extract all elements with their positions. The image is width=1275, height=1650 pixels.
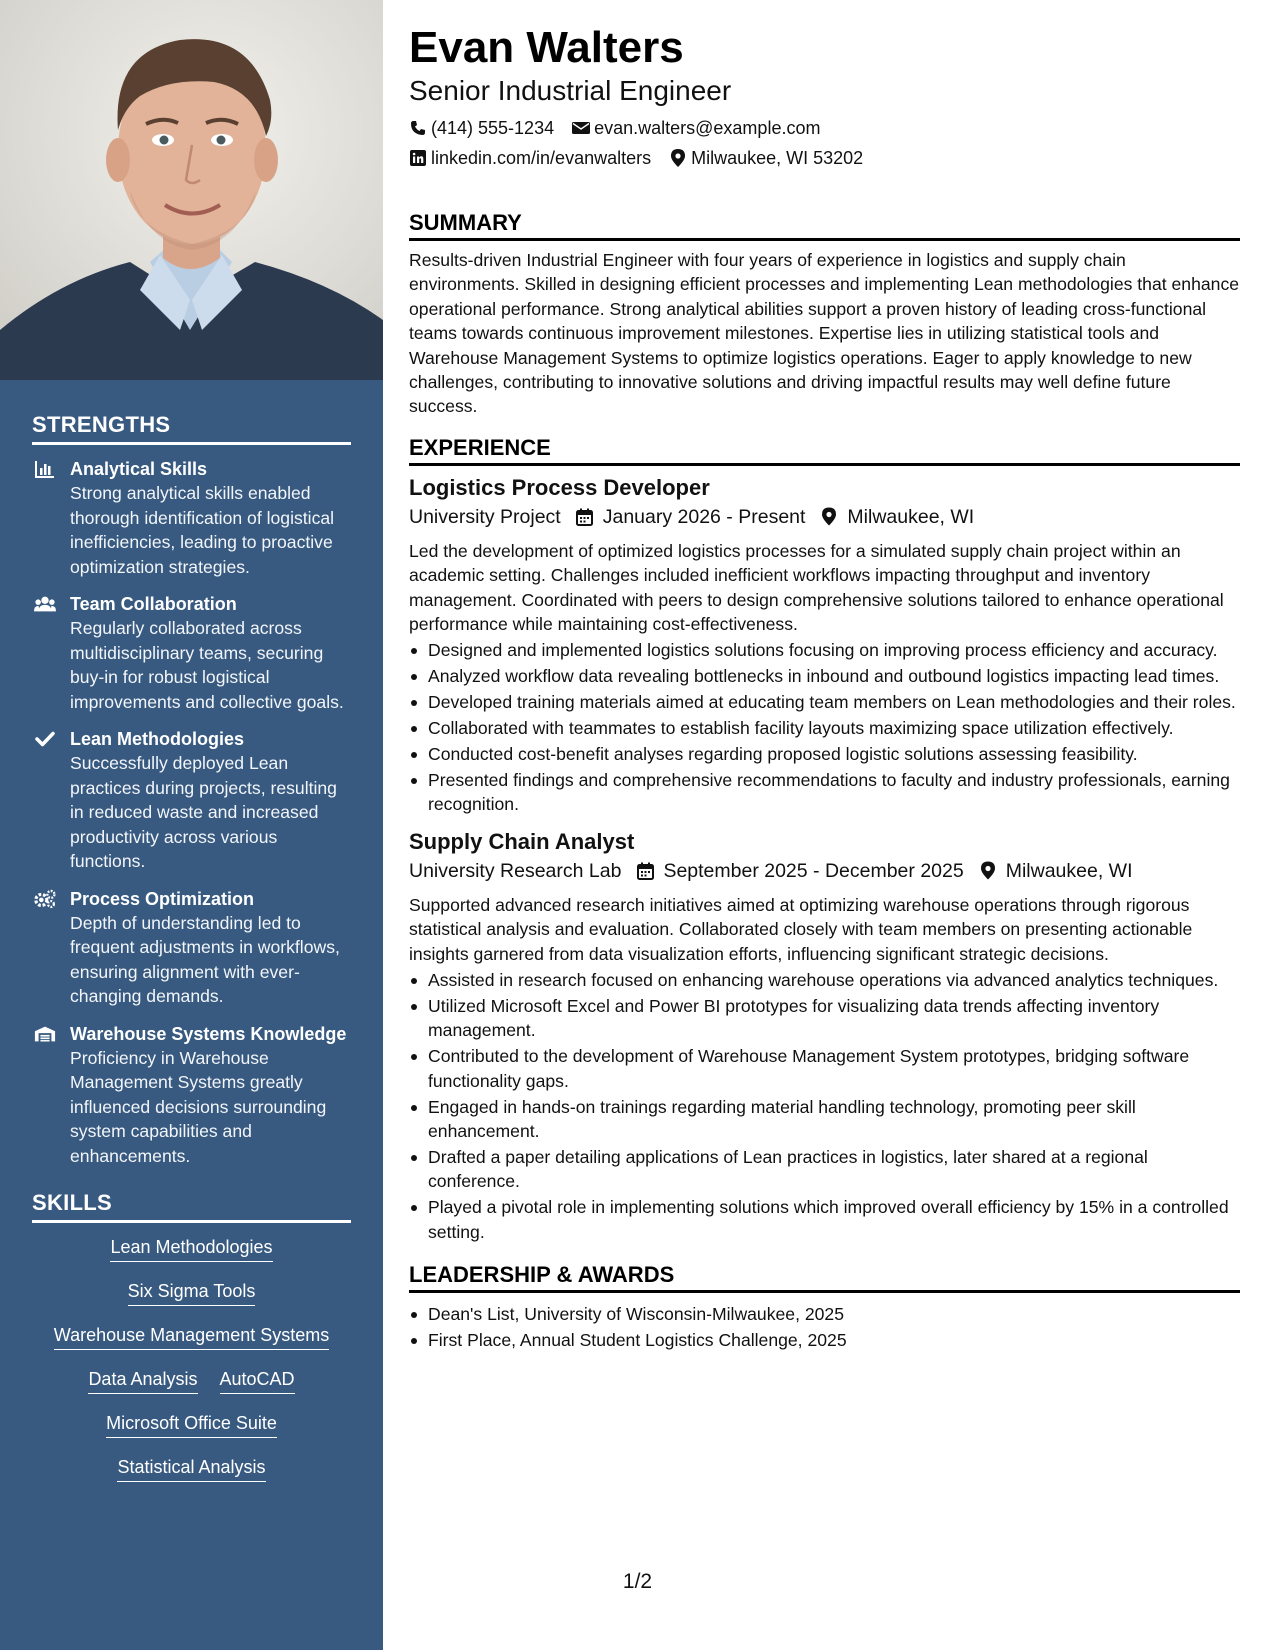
list-item: Engaged in hands-on trainings regarding material handling technology, promoting peer skill enhancement. — [409, 1095, 1240, 1144]
list-item: Collaborated with teammates to establish facility layouts maximizing space utilization effectively. — [409, 716, 1240, 740]
summary-heading: SUMMARY — [409, 210, 1240, 241]
strength-title: Team Collaboration — [70, 594, 237, 614]
check-icon — [34, 729, 56, 749]
job-location: Milwaukee, WI — [847, 505, 975, 528]
strength-description: Successfully deployed Lean practices during projects, resulting in reduced waste and increased productivity across various functions. — [70, 753, 337, 871]
job-entry — [409, 473, 1240, 817]
skill-tag: Warehouse Management Systems — [54, 1323, 329, 1350]
list-item: Played a pivotal role in implementing solutions which improved overall efficiency by 15% in a controlled setting. — [409, 1195, 1240, 1244]
candidate-name: Evan Walters — [409, 23, 684, 72]
email-text: evan.walters@example.com — [594, 118, 821, 138]
skill-tag: AutoCAD — [220, 1367, 295, 1394]
job-entry — [409, 827, 1240, 1244]
skill-tag: Six Sigma Tools — [128, 1279, 256, 1306]
phone-contact[interactable] — [409, 116, 554, 140]
job-bullets — [409, 638, 1240, 816]
strength-description: Depth of understanding led to frequent adjustments in workflows, ensuring alignment with ever-changing demands. — [70, 912, 340, 1006]
email-contact[interactable] — [572, 116, 820, 140]
bar-chart-icon — [34, 459, 56, 479]
map-pin-icon — [669, 149, 687, 167]
location-contact — [669, 146, 863, 170]
list-item: Assisted in research focused on enhancing warehouse operations via advanced analytics techniques. — [409, 968, 1240, 992]
phone-icon — [409, 119, 427, 137]
strength-item — [32, 727, 351, 874]
strength-title: Lean Methodologies — [70, 729, 245, 749]
job-bullets — [409, 968, 1240, 1244]
list-item: Analyzed workflow data revealing bottlenecks in inbound and outbound logistics impacting lead times. — [409, 664, 1240, 688]
location-text: Milwaukee, WI 53202 — [691, 148, 864, 168]
list-item: Utilized Microsoft Excel and Power BI prototypes for visualizing data trends affecting inventory management. — [409, 994, 1240, 1043]
strength-item — [32, 1022, 351, 1169]
strength-title: Analytical Skills — [70, 459, 208, 479]
job-description: Led the development of optimized logistics processes for a simulated supply chain project within an academic setting. Challenges included inefficient workflows impacting throughput and inventory management. Coordinated with peers to design comprehensive solutions tailored to enhance operational performance while maintaining cost-effectiveness. — [409, 540, 1224, 635]
job-meta — [409, 857, 1240, 885]
strengths-heading: STRENGTHS — [32, 412, 351, 445]
envelope-icon — [572, 119, 590, 137]
job-title: Supply Chain Analyst — [409, 828, 635, 854]
strength-item — [32, 592, 351, 714]
strength-description: Strong analytical skills enabled thorough identification of logistical inefficiencies, leading to proactive optimization strategies. — [70, 483, 335, 577]
strength-title: Warehouse Systems Knowledge — [70, 1023, 347, 1044]
list-item: Drafted a paper detailing applications of Lean practices in logistics, later shared at a regional conference. — [409, 1145, 1240, 1194]
experience-heading: EXPERIENCE — [409, 435, 1240, 466]
job-organization: University Project — [409, 505, 561, 528]
job-location: Milwaukee, WI — [1005, 859, 1133, 882]
map-pin-icon — [978, 861, 998, 881]
profile-photo — [0, 0, 383, 380]
contact-row — [409, 116, 1240, 140]
list-item: Contributed to the development of Warehouse Management System prototypes, bridging software functionality gaps. — [409, 1044, 1240, 1093]
calendar-icon — [635, 861, 655, 881]
linkedin-contact[interactable] — [409, 146, 651, 170]
list-item: Developed training materials aimed at educating team members on Lean methodologies and their roles. — [409, 690, 1240, 714]
list-item: Presented findings and comprehensive recommendations to faculty and industry professionals, earning recognition. — [409, 768, 1240, 817]
awards-list — [409, 1302, 1240, 1352]
contact-row — [409, 146, 1240, 170]
main-content — [409, 20, 1240, 1354]
list-item: Dean's List, University of Wisconsin-Milwaukee, 2025 — [409, 1302, 1240, 1326]
job-title: Logistics Process Developer — [409, 474, 710, 500]
map-pin-icon — [819, 507, 839, 527]
sidebar-content — [32, 412, 351, 1499]
skill-tag: Statistical Analysis — [117, 1455, 265, 1482]
warehouse-icon — [34, 1024, 56, 1044]
page-number: 1/2 — [622, 1570, 653, 1593]
strength-item — [32, 457, 351, 579]
strength-description: Regularly collaborated across multidisciplinary teams, securing buy-in for robust logistical improvements and collective goals. — [70, 618, 344, 712]
sidebar — [0, 0, 383, 1650]
candidate-title: Senior Industrial Engineer — [409, 75, 732, 106]
skill-tag: Data Analysis — [88, 1367, 197, 1394]
skill-tag: Microsoft Office Suite — [106, 1411, 277, 1438]
strength-item — [32, 887, 351, 1009]
job-description: Supported advanced research initiatives aimed at optimizing warehouse operations through rigorous statistical analysis and evaluation. Collaborated closely with team members on presenting actionable insights garnered from data visualization efforts, influencing significant strategic decisions. — [409, 894, 1193, 964]
leadership-heading: LEADERSHIP & AWARDS — [409, 1262, 1240, 1293]
strength-description: Proficiency in Warehouse Management Systems greatly influenced decisions surrounding system capabilities and enhancements. — [70, 1047, 327, 1166]
list-item: Designed and implemented logistics solutions focusing on improving process efficiency and accuracy. — [409, 638, 1240, 662]
linkedin-icon — [409, 149, 427, 167]
job-meta — [409, 503, 1240, 531]
skills-heading: SKILLS — [32, 1190, 351, 1223]
list-item: Conducted cost-benefit analyses regarding proposed logistic solutions assessing feasibility. — [409, 742, 1240, 766]
job-dates: September 2025 - December 2025 — [663, 859, 964, 882]
strength-title: Process Optimization — [70, 888, 255, 909]
phone-text: (414) 555-1234 — [431, 118, 555, 138]
job-organization: University Research Lab — [409, 859, 622, 882]
job-dates: January 2026 - Present — [602, 505, 806, 528]
gears-icon — [34, 889, 56, 909]
list-item: First Place, Annual Student Logistics Challenge, 2025 — [409, 1328, 1240, 1352]
summary-text: Results-driven Industrial Engineer with four years of experience in logistics and supply chain environments. Skilled in designing efficient processes and implementing Lean methodologies that enhance operational performance. Strong analytical abilities support a proven history of leading cross-functional teams towards continuous improvement milestones. Expertise lies in utilizing statistical tools and Warehouse Management Systems to optimize logistics operations. Eager to apply knowledge to new challenges, contributing to innovative solutions and driving impactful results may well define future success. — [409, 250, 1240, 417]
skill-tag: Lean Methodologies — [110, 1235, 272, 1262]
skills-list — [32, 1235, 351, 1499]
users-icon — [34, 594, 56, 614]
calendar-icon — [575, 507, 595, 527]
linkedin-text: linkedin.com/in/evanwalters — [431, 148, 652, 168]
